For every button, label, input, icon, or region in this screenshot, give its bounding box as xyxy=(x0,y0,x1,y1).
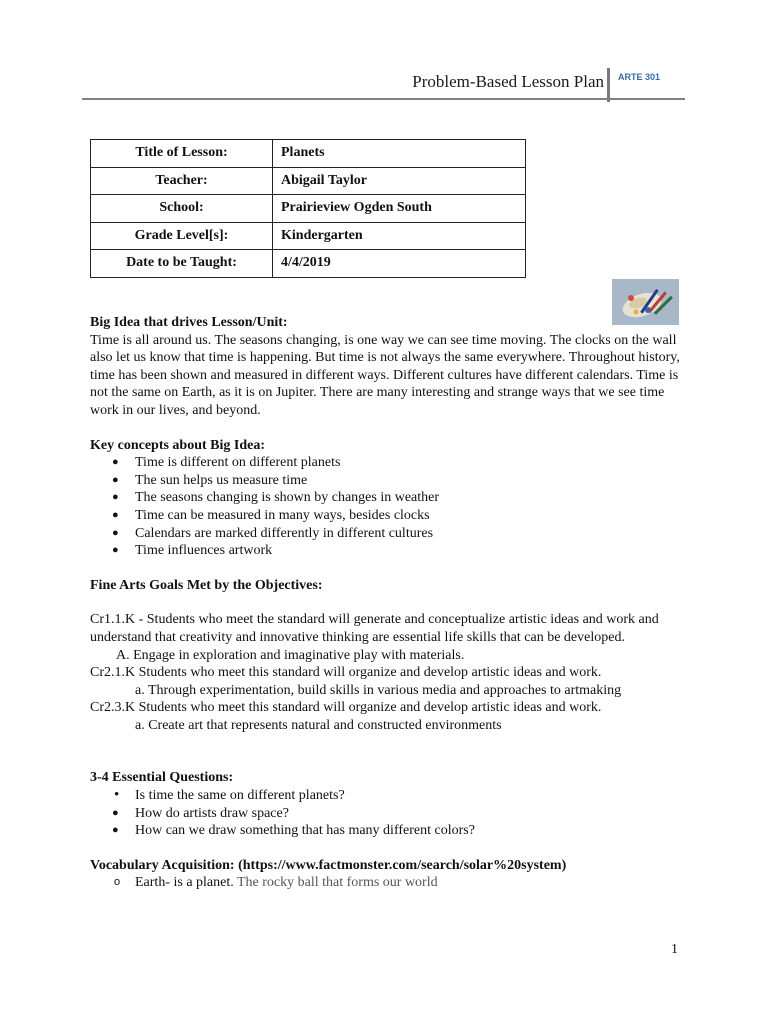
fine-arts-heading: Fine Arts Goals Met by the Objectives: xyxy=(90,577,323,593)
lesson-body xyxy=(90,314,690,892)
big-idea-text: Time is all around us. The seasons changing, is one way we can see time moving. The clocks on the wall also let us know that time is happening. But time is not always the same everywhere. Throughout history, time has been shown and measured in different ways. Different cultures have different calendars. Time is not the same on Earth, as it is on Jupiter. There are many interesting and strange ways that we see time work in our lives, and beyond. xyxy=(90,332,680,418)
standard-cr2-sub: a. Through experimentation, build skills in various media and approaches to artmaking xyxy=(135,682,622,698)
table-row xyxy=(91,250,526,278)
standard-cr1-sub: A. Engage in exploration and imaginative play with materials. xyxy=(116,647,465,663)
list-item: ● Time can be measured in many ways, besides clocks xyxy=(90,507,690,525)
list-item: • Is time the same on different planets? xyxy=(90,787,690,805)
header-divider-bar xyxy=(607,68,610,102)
info-value-date: 4/4/2019 xyxy=(273,250,526,278)
table-row xyxy=(91,140,526,168)
table-row xyxy=(91,167,526,195)
essential-questions-list xyxy=(90,787,690,840)
header-title: Problem-Based Lesson Plan xyxy=(412,72,604,91)
info-label-grade: Grade Level[s]: xyxy=(91,222,273,250)
essential-questions-heading: 3-4 Essential Questions: xyxy=(90,770,234,786)
big-idea-heading: Big Idea that drives Lesson/Unit: xyxy=(90,315,288,330)
list-item: ● The sun helps us measure time xyxy=(90,472,690,490)
standard-cr1-text: Cr1.1.K - Students who meet the standard will generate and conceptualize artistic ideas and work and understand that creativity and innovative thinking are essential life skills that can be developed. xyxy=(90,612,659,645)
vocab-definition: The rocky ball that forms our world xyxy=(233,875,438,891)
table-row xyxy=(91,222,526,250)
list-item: ● Calendars are marked differently in different cultures xyxy=(90,525,690,543)
info-label-school: School: xyxy=(91,195,273,223)
vocabulary-list xyxy=(90,874,690,892)
standard-cr2-text: Cr2.1.K Students who meet this standard will organize and develop artistic ideas and work. xyxy=(90,665,602,681)
list-item: ● The seasons changing is shown by changes in weather xyxy=(90,489,690,507)
list-item: ● How do artists draw space? xyxy=(90,805,690,823)
header-rule xyxy=(82,98,685,100)
standard-cr3-sub: a. Create art that represents natural and constructed environments xyxy=(135,717,502,733)
info-label-teacher: Teacher: xyxy=(91,167,273,195)
info-value-school: Prairieview Ogden South xyxy=(273,195,526,223)
page-number: 1 xyxy=(671,942,678,957)
lesson-info-table xyxy=(90,139,526,278)
table-row xyxy=(91,195,526,223)
vocabulary-heading: Vocabulary Acquisition: (https://www.factmonster.com/search/solar%20system) xyxy=(90,857,567,873)
key-concepts-heading: Key concepts about Big Idea: xyxy=(90,437,265,453)
info-label-date: Date to be Taught: xyxy=(91,250,273,278)
info-label-title: Title of Lesson: xyxy=(91,140,273,168)
info-value-title: Planets xyxy=(273,140,526,168)
key-concepts-list xyxy=(90,454,690,560)
list-item: ● How can we draw something that has many different colors? xyxy=(90,822,690,840)
info-value-teacher: Abigail Taylor xyxy=(273,167,526,195)
list-item: ● Time influences artwork xyxy=(90,542,690,560)
list-item xyxy=(90,874,690,892)
vocab-term: Earth- is a planet. xyxy=(135,875,234,891)
standard-cr3-text: Cr2.3.K Students who meet this standard will organize and develop artistic ideas and work. xyxy=(90,700,602,716)
header-course-code: ARTE 301 xyxy=(618,72,661,82)
list-item: ● Time is different on different planets xyxy=(90,454,690,472)
info-value-grade: Kindergarten xyxy=(273,222,526,250)
